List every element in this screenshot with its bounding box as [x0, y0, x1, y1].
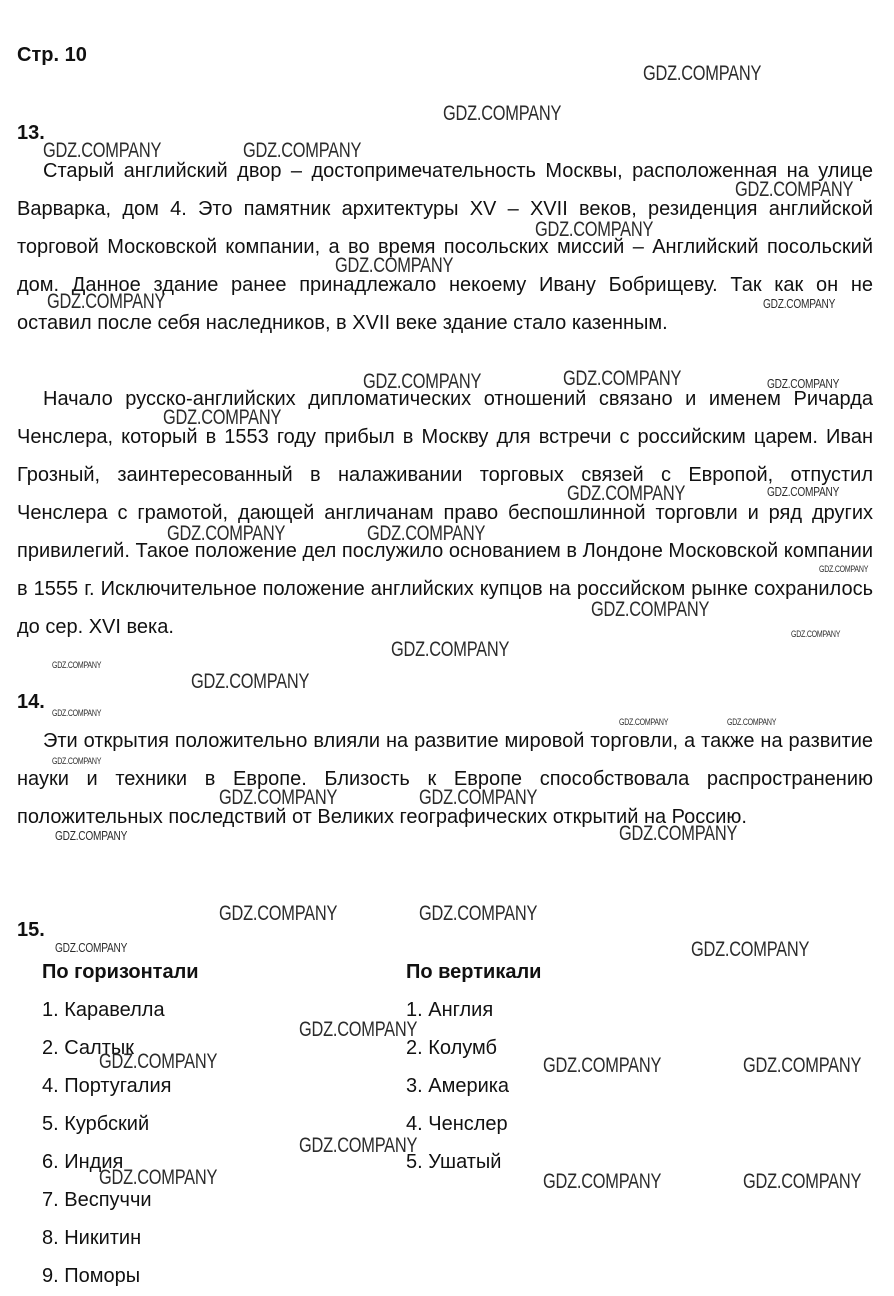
watermark: GDZ.COMPANY [743, 1054, 862, 1077]
task-15-number: 15. [17, 919, 45, 941]
watermark: GDZ.COMPANY [735, 178, 854, 201]
horizontal-answer: 1. Каравелла [42, 999, 165, 1021]
horizontal-answer: 6. Индия [42, 1151, 124, 1173]
watermark: GDZ.COMPANY [99, 1050, 218, 1073]
watermark: GDZ.COMPANY [643, 62, 762, 85]
horizontal-answer: 9. Поморы [42, 1265, 141, 1287]
watermark: GDZ.COMPANY [819, 564, 869, 574]
watermark: GDZ.COMPANY [543, 1170, 662, 1193]
watermark: GDZ.COMPANY [52, 660, 102, 670]
horizontal-answer: 2. Салтык [42, 1037, 134, 1059]
watermark: GDZ.COMPANY [55, 828, 128, 843]
watermark: GDZ.COMPANY [52, 756, 102, 766]
vertical-answer: 3. Америка [406, 1075, 510, 1097]
watermark: GDZ.COMPANY [443, 102, 562, 125]
watermark: GDZ.COMPANY [743, 1170, 862, 1193]
watermark: GDZ.COMPANY [367, 522, 486, 545]
horizontal-answer: 5. Курбский [42, 1113, 150, 1135]
vertical-answer: 5. Ушатый [406, 1151, 502, 1173]
watermark: GDZ.COMPANY [191, 670, 310, 693]
vertical-answer: 1. Англия [406, 999, 494, 1021]
watermark: GDZ.COMPANY [791, 629, 841, 639]
watermark: GDZ.COMPANY [52, 708, 102, 718]
watermark: GDZ.COMPANY [763, 296, 836, 311]
watermark: GDZ.COMPANY [363, 370, 482, 393]
task-13-number: 13. [17, 122, 45, 144]
crossword-vertical-column [406, 953, 541, 1181]
task-14-number: 14. [17, 691, 45, 713]
watermark: GDZ.COMPANY [43, 139, 162, 162]
watermark: GDZ.COMPANY [391, 638, 510, 661]
crossword-horizontal-column [42, 953, 199, 1295]
vertical-heading: По вертикали [406, 961, 542, 983]
watermark: GDZ.COMPANY [299, 1134, 418, 1157]
watermark: GDZ.COMPANY [767, 376, 840, 391]
task-13-paragraph-1: Старый английский двор – достопримечательность Москвы, расположенная на улице Варварка, дом 4. Это памятник архитектуры XV – XVII веков, резиденция английской торговой Московской компании, а во время посольских миссий – Английский посольский дом. Данное здание ранее принадлежало некоему Ивану Бобрищеву. Так как он не оставил после себя наследников, в XVII веке здание стало казенным. [17, 160, 873, 334]
watermark: GDZ.COMPANY [243, 139, 362, 162]
page-label: Стр. 10 [17, 44, 87, 66]
watermark: GDZ.COMPANY [543, 1054, 662, 1077]
watermark: GDZ.COMPANY [219, 902, 338, 925]
watermark: GDZ.COMPANY [619, 822, 738, 845]
watermark: GDZ.COMPANY [591, 598, 710, 621]
horizontal-heading: По горизонтали [42, 961, 199, 983]
watermark: GDZ.COMPANY [47, 290, 166, 313]
watermark: GDZ.COMPANY [335, 254, 454, 277]
watermark: GDZ.COMPANY [167, 522, 286, 545]
watermark: GDZ.COMPANY [535, 218, 654, 241]
watermark: GDZ.COMPANY [219, 786, 338, 809]
watermark: GDZ.COMPANY [767, 484, 840, 499]
watermark: GDZ.COMPANY [567, 482, 686, 505]
watermark: GDZ.COMPANY [563, 367, 682, 390]
vertical-answer: 2. Колумб [406, 1037, 497, 1059]
horizontal-answer: 4. Португалия [42, 1075, 172, 1097]
watermark: GDZ.COMPANY [163, 406, 282, 429]
watermark: GDZ.COMPANY [299, 1018, 418, 1041]
horizontal-answer: 7. Веспуччи [42, 1189, 152, 1211]
watermark: GDZ.COMPANY [619, 717, 669, 727]
watermark: GDZ.COMPANY [55, 940, 128, 955]
watermark: GDZ.COMPANY [691, 938, 810, 961]
watermark: GDZ.COMPANY [727, 717, 777, 727]
watermark: GDZ.COMPANY [419, 902, 538, 925]
task-13-paragraph-2: Начало русско-английских дипломатических отношений связано и именем Ричарда Ченслера, который в 1553 году прибыл в Москву для встречи с российским царем. Иван Грозный, заинтересованный в налаживании торговых связей с Европой, отпустил Ченслера с грамотой, дающей англичанам право беспошлинной торговли и ряд других привилегий. Такое положение дел послужило основанием в Лондоне Московской компании в 1555 г. Исключительное положение английских купцов на российском рынке сохранилось до сер. XVI века. [17, 388, 873, 638]
watermark: GDZ.COMPANY [99, 1166, 218, 1189]
vertical-answer: 4. Ченслер [406, 1113, 508, 1135]
watermark: GDZ.COMPANY [419, 786, 538, 809]
horizontal-answer: 8. Никитин [42, 1227, 142, 1249]
task-14-paragraph: Эти открытия положительно влияли на развитие мировой торговли, а также на развитие науки и техники в Европе. Близость к Европе способствовала распространению положительных последствий от Великих географических открытий на Россию. [17, 730, 873, 828]
